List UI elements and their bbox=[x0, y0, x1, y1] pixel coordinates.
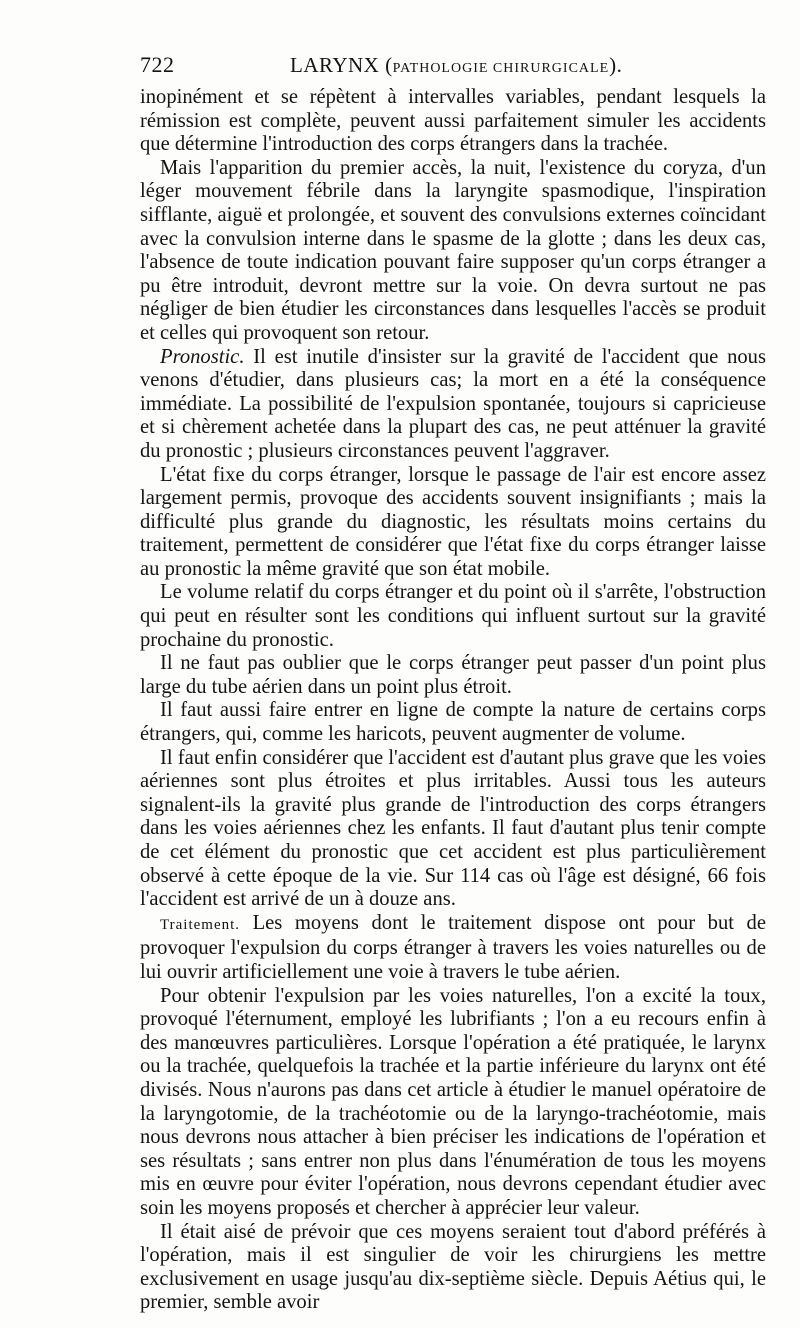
paragraph: Il était aisé de prévoir que ces moyens seraient tout d'abord préférés à l'opération, mais il est singulier de voir les chirurgiens les mettre exclusivement en usage jusqu'au dix-septième siècle. Depuis Aétius qui, le premier, semble avoir bbox=[140, 1220, 766, 1314]
running-title-main: LARYNX ( bbox=[290, 53, 393, 77]
pronostic-label: Pronostic. bbox=[160, 345, 245, 368]
paragraph: Le volume relatif du corps étranger et du point où il s'arrête, l'obstruction qui peut en résulter sont les conditions qui influent surtout sur la gravité prochaine du pronostic. bbox=[140, 581, 766, 651]
paragraph: Pour obtenir l'expulsion par les voies naturelles, l'on a excité la toux, provoqué l'éternument, employé les lubrifiants ; l'on a eu recours enfin à des manœuvres particulières. Lorsque l'opération a été pratiquée, le larynx ou la trachée, quelquefois la trachée et la partie inférieure du larynx ont été divisés. Nous n'aurons pas dans cet article à étudier le manuel opératoire de la laryngotomie, de la trachéotomie ou de la laryngo-trachéotomie, mais nous devrons nous attacher à bien préciser les indications de l'opération et ses résultats ; sans entrer non plus dans l'énumération de tous les moyens mis en œuvre pour éviter l'opération, nous devrons cependant étudier avec soin les moyens proposés et chercher à apprécier leur valeur. bbox=[140, 984, 766, 1219]
traitement-label: Traitement. bbox=[160, 916, 241, 933]
pronostic-paragraph bbox=[140, 346, 766, 464]
paragraph: Mais l'apparition du premier accès, la nuit, l'existence du coryza, d'un léger mouvement fébrile dans la laryngite spasmodique, l'inspiration sifflante, aiguë et prolongée, et souvent des convulsions externes coïncidant avec la convulsion interne dans le spasme de la glotte ; dans les deux cas, l'absence de toute indication pouvant faire supposer qu'un corps étranger a pu être introduit, devront mettre sur la voie. On devra surtout ne pas négliger de bien étudier les circonstances dans lesquelles l'accès se produit et celles qui provoquent son retour. bbox=[140, 156, 766, 344]
paragraph: Il faut enfin considérer que l'accident est d'autant plus grave que les voies aériennes sont plus étroites et plus irritables. Aussi tous les auteurs signalent-ils la gravité plus grande de l'introduction des corps étrangers dans les voies aériennes chez les enfants. Il faut d'autant plus tenir compte de cet élément du pronostic que cet accident est plus particulièrement observé à cette époque de la vie. Sur 114 cas où l'âge est désigné, 66 fois l'accident est arrivé de un à douze ans. bbox=[140, 746, 766, 911]
page-number: 722 bbox=[140, 52, 175, 77]
paragraph: inopinément et se répètent à intervalles variables, pendant lesquels la rémission est complète, peuvent aussi parfaitement simuler les accidents que détermine l'introduction des corps étrangers dans la trachée. bbox=[140, 86, 766, 156]
traitement-paragraph bbox=[140, 912, 766, 985]
page-body bbox=[140, 86, 766, 1315]
paragraph: Il ne faut pas oublier que le corps étranger peut passer d'un point plus large du tube aérien dans un point plus étroit. bbox=[140, 652, 766, 698]
running-title-close: ). bbox=[609, 53, 623, 77]
paragraph: Il faut aussi faire entrer en ligne de compte la nature de certains corps étrangers, qui, comme les haricots, peuvent augmenter de volume. bbox=[140, 699, 766, 746]
paragraph: L'état fixe du corps étranger, lorsque le passage de l'air est encore assez largement permis, provoque des accidents souvent insignifiants ; mais la difficulté plus grande du diagnostic, les résultats moins certains du traitement, permettent de considérer que l'état fixe du corps étranger laisse au pronostic la même gravité que son état mobile. bbox=[140, 463, 766, 580]
running-title-sub: PATHOLOGIE CHIRURGICALE bbox=[392, 61, 610, 76]
running-header bbox=[140, 52, 766, 86]
traitement-text: Les moyens dont le traitement dispose ont pour but de provoquer l'expulsion du corps étranger à travers les voies naturelles ou de lui ouvrir artificiellement une voie à travers le tube aérien. bbox=[140, 911, 766, 983]
running-title bbox=[290, 53, 622, 78]
pronostic-text: Il est inutile d'insister sur la gravité de l'accident que nous venons d'étudier, dans plusieurs cas; la mort en a été la conséquence immédiate. La possibilité de l'expulsion spontanée, toujours si capricieuse et si chèrement achetée dans la plupart des cas, ne peut atténuer la gravité du pronostic ; plusieurs circonstances peuvent l'aggraver. bbox=[140, 345, 766, 462]
